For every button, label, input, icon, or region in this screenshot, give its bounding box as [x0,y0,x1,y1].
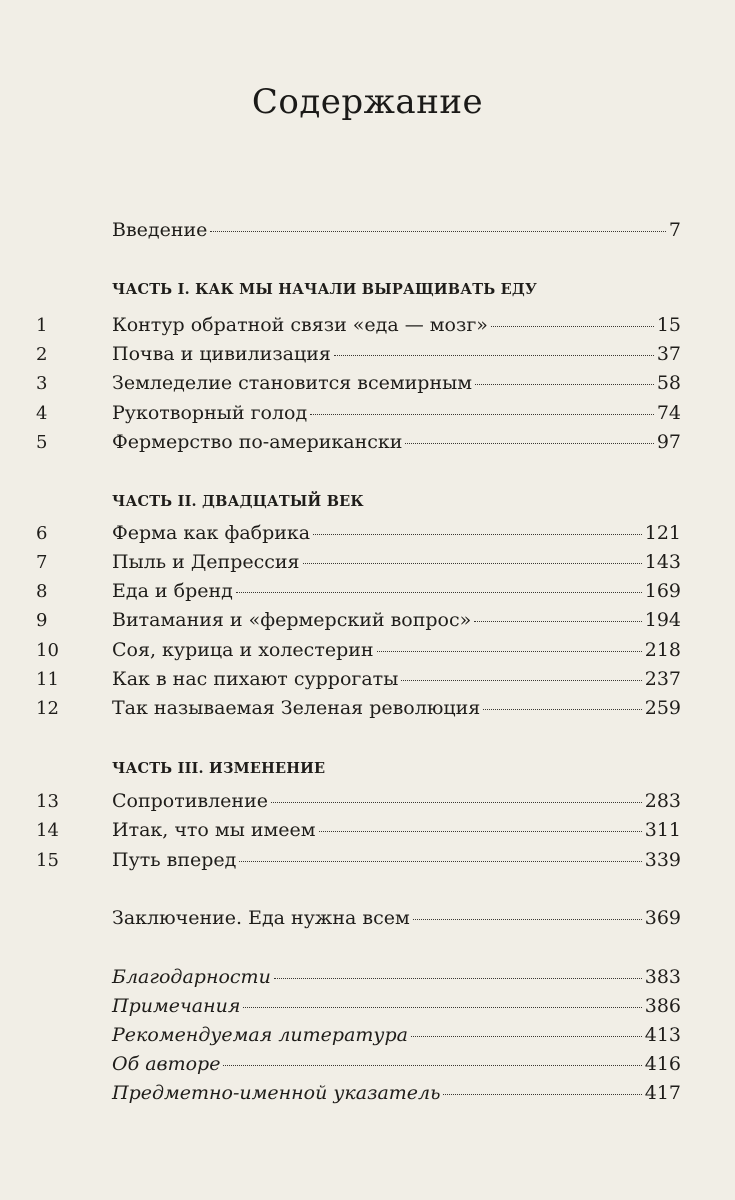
toc-entry[interactable] [36,398,681,428]
toc-entry[interactable] [36,605,681,635]
dot-leader [377,651,642,652]
entry-label: Рукотворный голод [112,402,308,424]
page-number: 37 [656,343,681,365]
entry-label: Как в нас пихают суррогаты [112,668,399,690]
dot-leader [310,414,654,415]
entry-label: Земледелие становится всемирным [112,372,473,394]
dot-leader [405,443,653,444]
dot-leader [483,709,642,710]
toc-entry[interactable] [36,693,681,723]
page-number: 218 [644,639,681,661]
part-heading: ЧАСТЬ II. ДВАДЦАТЫЙ ВЕК [112,493,364,510]
page-number: 386 [644,995,681,1017]
chapter-number: 11 [36,669,59,690]
toc-entry-back-matter[interactable] [36,962,681,992]
page-number: 416 [644,1053,681,1075]
chapter-number: 14 [36,820,59,841]
dot-leader [313,534,642,535]
dot-leader [271,802,642,803]
dot-leader [413,919,642,920]
dot-leader [411,1036,642,1037]
chapter-number: 3 [36,373,48,394]
page-number: 7 [668,219,681,241]
toc-entry-back-matter[interactable] [36,991,681,1021]
toc-entry[interactable] [36,786,681,816]
page-number: 74 [656,402,681,424]
entry-label: Сопротивление [112,790,268,812]
entry-label: Почва и цивилизация [112,343,331,365]
dot-leader [443,1094,641,1095]
part-heading: ЧАСТЬ III. ИЗМЕНЕНИЕ [112,760,326,777]
chapter-number: 10 [36,640,59,661]
entry-label: Путь вперед [112,849,237,871]
toc-entry[interactable] [36,664,681,694]
entry-label: Ферма как фабрика [112,522,311,544]
toc-entry-back-matter[interactable] [36,1020,681,1050]
page-number: 259 [644,697,681,719]
toc-entry[interactable] [36,576,681,606]
toc-entry-back-matter[interactable] [36,1049,681,1079]
dot-leader [319,831,642,832]
dot-leader [334,355,654,356]
toc-entry[interactable] [36,635,681,665]
toc-entry[interactable] [36,427,681,457]
page-number: 413 [644,1024,681,1046]
dot-leader [274,978,642,979]
page-number: 237 [644,668,681,690]
page-number: 194 [644,609,681,631]
chapter-number: 9 [36,610,48,631]
entry-label: Благодарности [112,966,271,988]
dot-leader [239,861,641,862]
toc-entry[interactable] [36,845,681,875]
page-number: 383 [644,966,681,988]
toc-entry-intro[interactable] [36,215,681,245]
entry-label: Еда и бренд [112,580,233,602]
chapter-number: 5 [36,432,48,453]
page-number: 15 [656,314,681,336]
page-number: 339 [644,849,681,871]
toc-entry-conclusion[interactable] [36,903,681,933]
page-number: 58 [656,372,681,394]
entry-label: Предметно-именной указатель [112,1082,441,1104]
entry-label: Итак, что мы имеем [112,819,316,841]
entry-label: Контур обратной связи «еда — мозг» [112,314,488,336]
page-number: 169 [644,580,681,602]
entry-label: Пыль и Депрессия [112,551,300,573]
entry-label: Об авторе [112,1053,221,1075]
chapter-number: 7 [36,552,48,573]
page-number: 97 [656,431,681,453]
page-number: 143 [644,551,681,573]
dot-leader [491,326,654,327]
page-number: 311 [644,819,681,841]
dot-leader [475,384,654,385]
toc-entry[interactable] [36,518,681,548]
dot-leader [223,1065,641,1066]
page-number: 121 [644,522,681,544]
entry-label: Рекомендуемая литература [112,1024,408,1046]
toc-entry-back-matter[interactable] [36,1078,681,1108]
dot-leader [303,563,642,564]
dot-leader [210,231,665,232]
chapter-number: 13 [36,791,59,812]
toc-entry[interactable] [36,368,681,398]
dot-leader [474,621,641,622]
chapter-number: 4 [36,403,48,424]
page-title: Содержание [251,82,484,122]
entry-label: Фермерство по-американски [112,431,403,453]
chapter-number: 8 [36,581,48,602]
entry-label: Введение [112,219,208,241]
chapter-number: 6 [36,523,48,544]
chapter-number: 1 [36,315,48,336]
chapter-number: 12 [36,698,59,719]
entry-label: Витамания и «фермерский вопрос» [112,609,472,631]
entry-label: Соя, курица и холестерин [112,639,374,661]
chapter-number: 2 [36,344,48,365]
entry-label: Так называемая Зеленая революция [112,697,481,719]
dot-leader [236,592,642,593]
toc-entry[interactable] [36,310,681,340]
toc-entry[interactable] [36,339,681,369]
part-heading: ЧАСТЬ I. КАК МЫ НАЧАЛИ ВЫРАЩИВАТЬ ЕДУ [112,281,537,298]
chapter-number: 15 [36,850,59,871]
page-number: 283 [644,790,681,812]
entry-label: Заключение. Еда нужна всем [112,907,410,929]
page-number: 369 [644,907,681,929]
dot-leader [401,680,641,681]
toc-entry[interactable] [36,815,681,845]
entry-label: Примечания [112,995,241,1017]
dot-leader [243,1007,641,1008]
page-number: 417 [644,1082,681,1104]
toc-entry[interactable] [36,547,681,577]
